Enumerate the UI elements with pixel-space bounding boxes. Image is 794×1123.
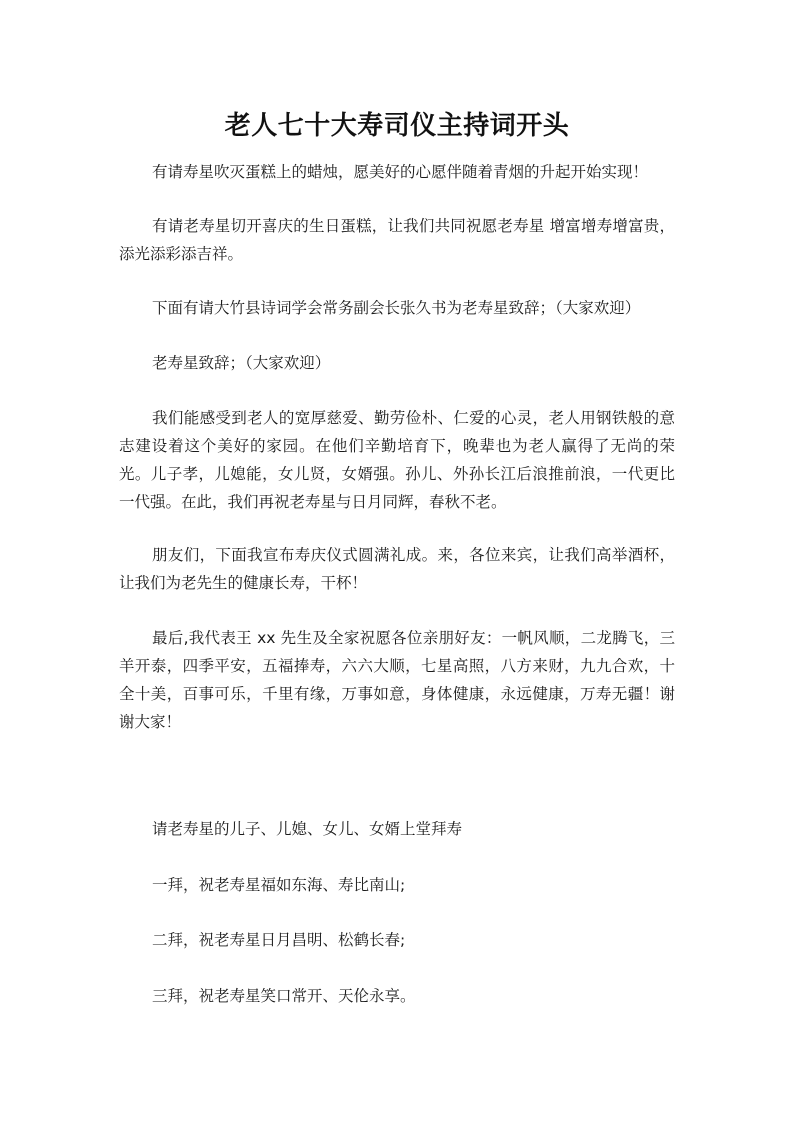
paragraph-blessings: 最后,我代表王 xx 先生及全家祝愿各位亲朋好友：一帆风顺，二龙腾飞，三羊开泰，四季平安，五福捧寿，六六大顺，七星高照，八方来财，九九合欢，十全十美，百事可乐，千里有缘，万事如意，身体健康，永远健康，万寿无疆！谢谢大家！: [119, 629, 675, 731]
document-title: 老人七十大寿司仪主持词开头: [224, 111, 570, 141]
paragraph-cut-cake: 有请老寿星切开喜庆的生日蛋糕，让我们共同祝愿老寿星 增富增寿增富贵，添光添彩添吉祥。: [119, 217, 675, 263]
paragraph-invite-speech: 下面有请大竹县诗词学会常务副会长张久书为老寿星致辞；（大家欢迎）: [152, 299, 641, 317]
paragraph-first-bow: 一拜，祝老寿星福如东海、寿比南山;: [152, 876, 406, 894]
paragraph-blow-candles: 有请寿星吹灭蛋糕上的蜡烛，愿美好的心愿伴随着青烟的升起开始实现！: [152, 163, 649, 181]
paragraph-tribute: 我们能感受到老人的宽厚慈爱、勤劳俭朴、仁爱的心灵，老人用钢铁般的意志建设着这个美好的家园。在他们辛勤培育下，晚辈也为老人赢得了无尚的荣光。儿子孝，儿媳能，女儿贤，女婿强。孙儿、外孙长江后浪推前浪，一代更比一代强。在此，我们再祝老寿星与日月同辉，春秋不老。: [119, 409, 675, 511]
paragraph-toast: 朋友们，下面我宣布寿庆仪式圆满礼成。来，各位来宾，让我们高举酒杯，让我们为老先生的健康长寿，干杯！: [119, 546, 675, 592]
paragraph-third-bow: 三拜，祝老寿星笑口常开、天伦永享。: [152, 987, 416, 1005]
paragraph-elder-speech: 老寿星致辞；（大家欢迎）: [152, 354, 331, 372]
paragraph-bow-invite: 请老寿星的儿子、儿媳、女儿、女婿上堂拜寿: [152, 820, 463, 838]
paragraph-second-bow: 二拜，祝老寿星日月昌明、松鹤长春;: [152, 931, 406, 949]
